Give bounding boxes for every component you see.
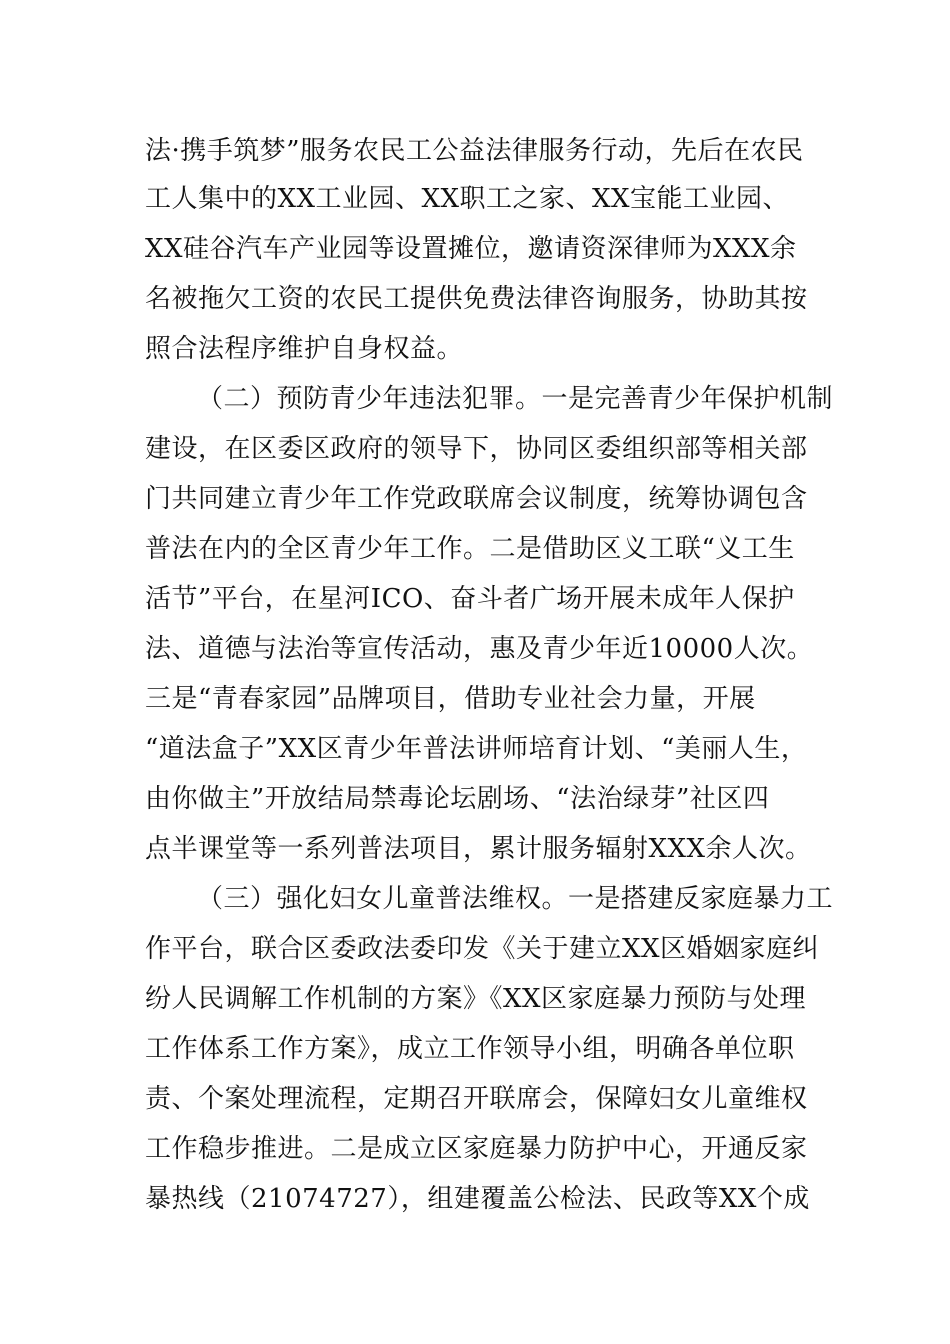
paragraph-3-line-7: 暴热线（21074727），组建覆盖公检法、民政等XX个成 xyxy=(145,1184,810,1214)
paragraph-3-line-4: 工作体系工作方案》，成立工作领导小组，明确各单位职 xyxy=(145,1034,795,1064)
paragraph-2-line-8: “道法盒子”XX区青少年普法讲师培育计划、“美丽人生， xyxy=(145,734,808,764)
paragraph-1-line-2: 工人集中的XX工业园、XX职工之家、XX宝能工业园、 xyxy=(145,184,790,214)
paragraph-3-line-1: （三）强化妇女儿童普法维权。一是搭建反家庭暴力工 xyxy=(197,884,834,914)
paragraph-1-line-5: 照合法程序维护自身权益。 xyxy=(145,334,464,364)
paragraph-2-line-10: 点半课堂等一系列普法项目，累计服务辐射XXX余人次。 xyxy=(145,834,812,864)
paragraph-2-line-5: 活节”平台，在星河ICO、奋斗者广场开展未成年人保护 xyxy=(145,584,795,614)
paragraph-3-line-5: 责、个案处理流程，定期召开联席会，保障妇女儿童维权 xyxy=(145,1084,808,1114)
paragraph-2-line-7: 三是“青春家园”品牌项目，借助专业社会力量，开展 xyxy=(145,684,756,714)
paragraph-2-line-2: 建设，在区委区政府的领导下，协同区委组织部等相关部 xyxy=(145,434,808,464)
paragraph-3-line-3: 纷人民调解工作机制的方案》《XX区家庭暴力预防与处理 xyxy=(145,984,807,1014)
paragraph-2-line-4: 普法在内的全区青少年工作。二是借助区义工联“义工生 xyxy=(145,534,795,564)
paragraph-2-line-6: 法、道德与法治等宣传活动，惠及青少年近10000人次。 xyxy=(145,634,814,664)
paragraph-3-line-2: 作平台，联合区委政法委印发《关于建立XX区婚姻家庭纠 xyxy=(145,934,820,964)
paragraph-2-line-9: 由你做主”开放结局禁毒论坛剧场、“法治绿芽”社区四 xyxy=(145,784,770,814)
paragraph-2-line-1: （二）预防青少年违法犯罪。一是完善青少年保护机制 xyxy=(197,384,834,414)
paragraph-3-line-6: 工作稳步推进。二是成立区家庭暴力防护中心，开通反家 xyxy=(145,1134,808,1164)
paragraph-2-line-3: 门共同建立青少年工作党政联席会议制度，统筹协调包含 xyxy=(145,484,808,514)
paragraph-1-line-4: 名被拖欠工资的农民工提供免费法律咨询服务，协助其按 xyxy=(145,284,808,314)
paragraph-1-line-1: 法·携手筑梦”服务农民工公益法律服务行动，先后在农民 xyxy=(145,136,804,166)
paragraph-1-line-3: XX硅谷汽车产业园等设置摊位，邀请资深律师为XXX余 xyxy=(145,234,797,264)
